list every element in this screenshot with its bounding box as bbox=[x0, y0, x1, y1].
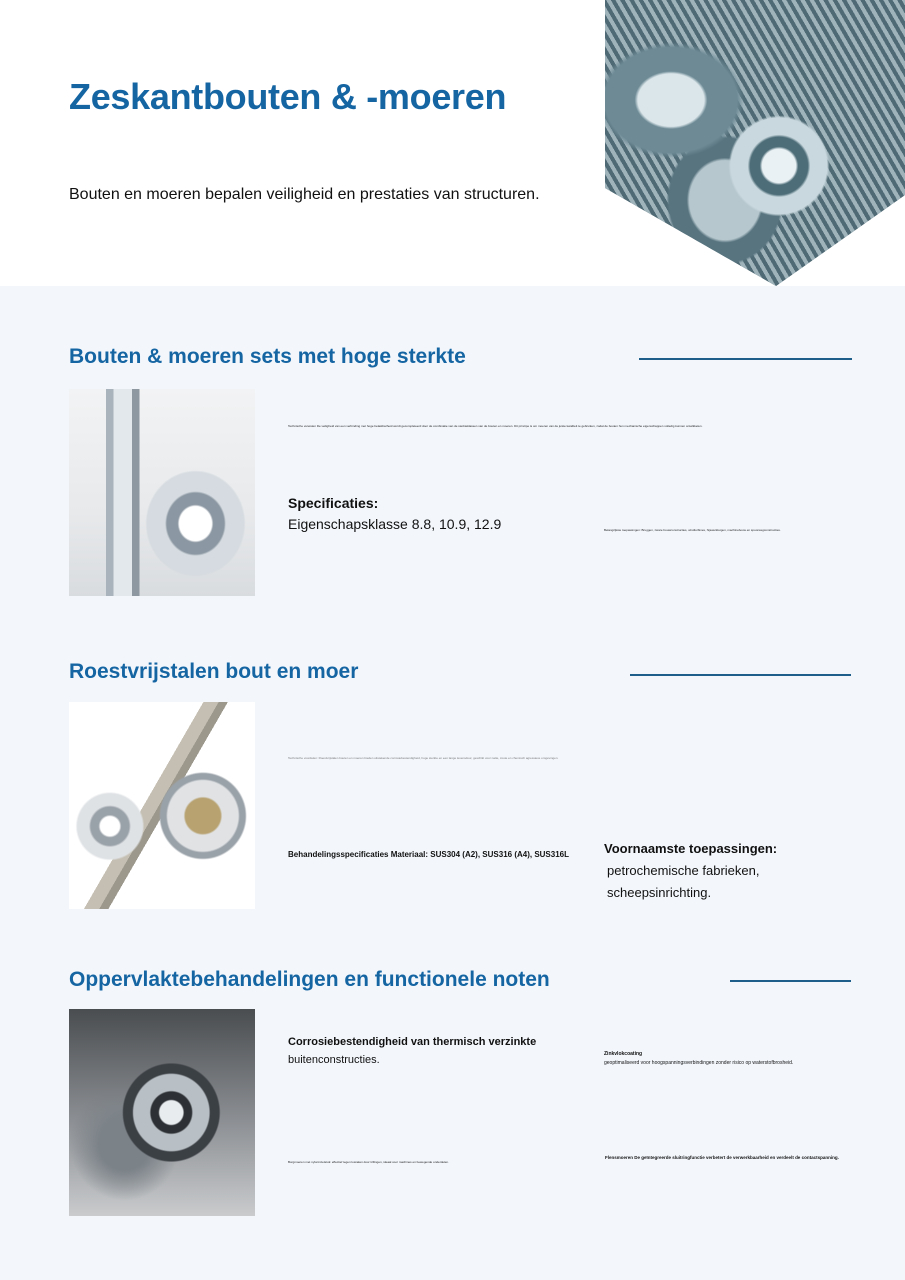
section-divider bbox=[730, 980, 851, 982]
zinc-label: Zinkvlokcoating bbox=[604, 1051, 643, 1057]
section-divider bbox=[639, 358, 852, 360]
applications-label: Voornaamste toepassingen: bbox=[604, 841, 778, 856]
nylon-nut-text: Borgmoeren met nyloninzetstuk: effectief tegen losraken door trillingen, ideaal voor machines en bewegende onderdelen. bbox=[288, 1160, 449, 1164]
product-image-bolt-nut bbox=[69, 389, 255, 596]
spec-text: Behandelingsspecificaties Materiaal: SUS304 (A2), SUS316 (A4), SUS316L bbox=[288, 850, 569, 859]
applications-text: Belangrijkste toepassingen: Bruggen, zware bouwconstructies, windturbines, hijswerktuigen, machinebouw en spoorwegconstructies. bbox=[604, 528, 781, 532]
intro-text: Technische voordelen: Roestvrijstalen bouten en moeren bieden uitstekende corrosiebestendigheid, hoge sterkte en een lange levensduur, geschikt voor natte, zoute en chemisch agressieve omgevingen. bbox=[288, 756, 559, 760]
hotdip-value: buitenconstructies. bbox=[288, 1054, 380, 1066]
hero-banner bbox=[0, 0, 905, 286]
spec-label: Specificaties: bbox=[288, 495, 379, 511]
hotdip-label: Corrosiebestendigheid van thermisch verzinkte bbox=[288, 1036, 537, 1048]
intro-text: Technische vereisten De veiligheid van een verbinding met hoge belastbarheid wordt gecompleteerd door de combinatie van de sterkteklassen van de bouten en moeren. Dit principe is om moeren van de juiste kwaliteit te gebruiken, zodat de bouten hun mechanische eigenschappen volledig kunnen ontwikkelen. bbox=[288, 424, 703, 428]
hero-image-bolts-nuts bbox=[605, 0, 905, 286]
section-title: Bouten & moeren sets met hoge sterkte bbox=[69, 345, 466, 368]
section-title: Oppervlaktebehandelingen en functionele noten bbox=[69, 968, 550, 991]
section-title: Roestvrijstalen bout en moer bbox=[69, 660, 359, 683]
flange-nut-text: Flensmoeren De geïntegreerde sluitringfunctie verbetert de verwerkbaarheid en verdeelt de contactspanning. bbox=[605, 1155, 839, 1160]
product-image-flange-bolt bbox=[69, 1009, 255, 1216]
zinc-value: geoptimaliseerd voor hoogspanningsverbindingen zonder risico op waterstofbrosheid. bbox=[604, 1060, 794, 1066]
application-item: petrochemische fabrieken, bbox=[607, 863, 760, 878]
application-item: scheepsinrichting. bbox=[607, 885, 712, 900]
page-title: Zeskantbouten & -moeren bbox=[69, 76, 507, 117]
spec-value: Eigenschapsklasse 8.8, 10.9, 12.9 bbox=[288, 516, 502, 532]
page-subtitle: Bouten en moeren bepalen veiligheid en prestaties van structuren. bbox=[69, 186, 540, 203]
product-image-stainless-bolt bbox=[69, 702, 255, 909]
section-divider bbox=[630, 674, 851, 676]
